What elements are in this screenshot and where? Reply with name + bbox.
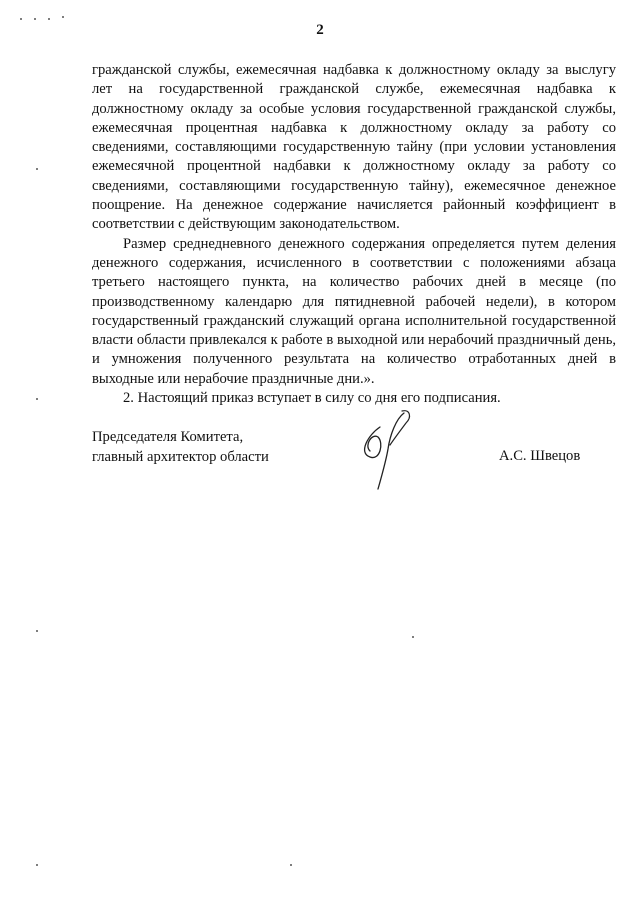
scan-speck	[412, 636, 414, 638]
scan-speck	[20, 18, 22, 20]
handwritten-signature	[350, 405, 430, 495]
scan-speck	[36, 630, 38, 632]
scan-speck	[290, 864, 292, 866]
paragraph-effective-date: 2. Настоящий приказ вступает в силу со дня его подписания.	[123, 390, 501, 407]
scan-speck	[48, 18, 50, 20]
scan-speck	[36, 864, 38, 866]
scan-speck	[36, 398, 38, 400]
scan-speck	[62, 16, 64, 18]
paragraph-continuation: гражданской службы, ежемесячная надбавка к должностному окладу за выслугу лет на государственной гражданской службе, ежемесячная надбавка к должностному окладу за особые условия государственной гражданской службы, ежемесячная процентная надбавка к должностному окладу за работу со сведениями, составляющими государственную тайну (при условии установления ежемесячной процентной надбавки к должностному окладу за работу со сведениями, составляющими государственную тайну), ежемесячное денежное поощрение. На денежное содержание начисляется районный коэффициент в соответствии с действующим законодательством.	[92, 62, 616, 233]
signatory-title-line2: главный архитектор области	[92, 448, 269, 465]
paragraph-average-daily-pay: Размер среднедневного денежного содержания определяется путем деления денежного содержания, исчисленного в соответствии с положениями абзаца третьего настоящего пункта, на количество рабочих дней в месяце (по производственному календарю для пятидневной рабочей недели), в котором государственный гражданский служащий органа исполнительной государственной власти области привлекался к работе в выходной или нерабочий праздничный день, и умножения полученного результата на количество отработанных дней в выходные или нерабочие праздничные дни.».	[92, 235, 616, 387]
signatory-title	[92, 428, 269, 467]
scan-speck	[36, 168, 38, 170]
page-number: 2	[316, 22, 324, 38]
signatory-name: А.С. Швецов	[499, 448, 581, 464]
signatory-title-line1: Председателя Комитета,	[92, 429, 244, 445]
scan-speck	[34, 18, 36, 20]
document-body	[92, 61, 616, 408]
